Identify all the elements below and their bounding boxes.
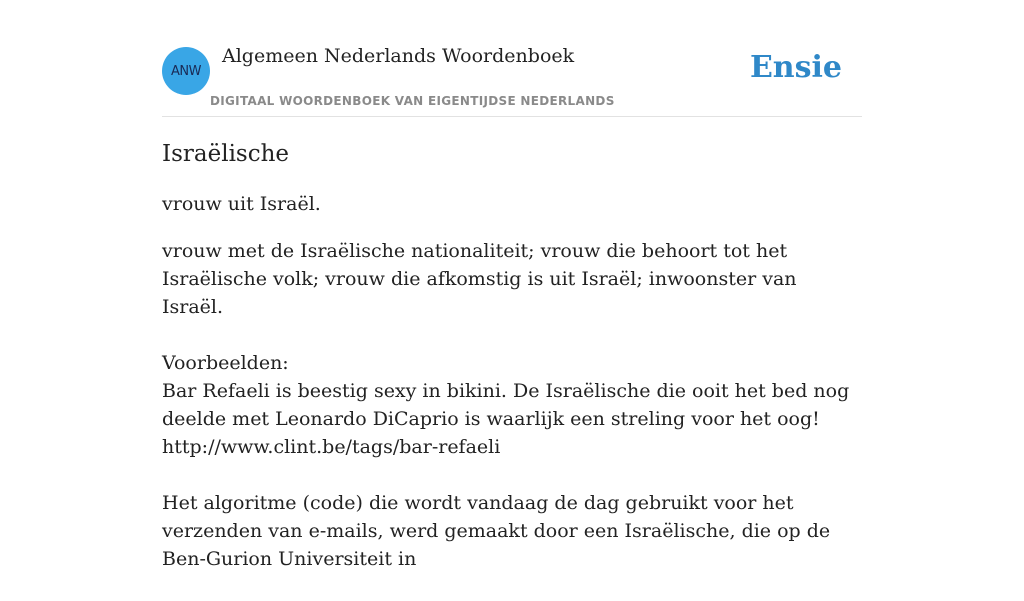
logo-text: ANW — [171, 63, 201, 79]
entry-content — [162, 138, 862, 601]
entry-word: Israëlische — [162, 141, 290, 167]
example-source-link[interactable]: http://www.clint.be/tags/bar-refaeli — [162, 436, 501, 458]
example-item — [162, 377, 862, 461]
example-item — [162, 489, 862, 573]
site-header — [162, 0, 862, 117]
examples-label: Voorbeelden: — [162, 352, 289, 374]
site-title[interactable]: Algemeen Nederlands Woordenboek — [222, 45, 575, 67]
definition: vrouw met de Israëlische nationaliteit; vrouw die behoort tot het Israëlische volk; vrouw die afkomstig is uit Israël; inwoonster van Israël. — [162, 240, 797, 318]
example-text: Bar Refaeli is beestig sexy in bikini. De Israëlische die ooit het bed nog deelde met Leonardo DiCaprio is waarlijk een streling voor het oog! — [162, 380, 850, 430]
example-text: Het algoritme (code) die wordt vandaag de dag gebruikt voor het verzenden van e-mails, werd gemaakt door een Israëlische, die op de Ben-Gurion Universiteit in — [162, 492, 831, 570]
anw-logo[interactable] — [162, 47, 210, 95]
site-subtitle: DIGITAAL WOORDENBOEK VAN EIGENTIJDSE NEDERLANDS — [210, 94, 615, 108]
short-definition: vrouw uit Israël. — [162, 193, 321, 215]
ensie-brand-link[interactable]: Ensie — [749, 50, 842, 85]
